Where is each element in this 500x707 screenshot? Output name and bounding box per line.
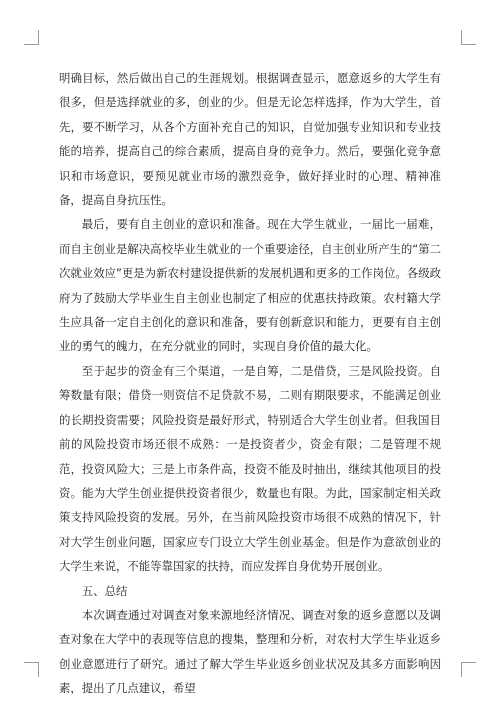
crop-mark-top-left	[24, 30, 39, 45]
paragraph-entrepreneurship: 最后，要有自主创业的意识和准备。现在大学生就业，一届比一届难，而自主创业是解决高校毕业生就业的一个重要途径，自主创业所产生的“第二次就业效应”更是为新农村建设提供新的发展机遇和更多的工作岗位。各级政府为了鼓励大学毕业生自主创业也制定了相应的优惠扶持政策。农村籍大学生应具备一定自主创化的意识和准备，要有创新意识和能力，更要有自主创业的勇气的魄力，在充分就业的同时，实现自身价值的最大化。	[59, 217, 441, 354]
section-heading-summary: 五、总结	[81, 583, 128, 598]
paragraph-continuation: 明确目标，然后做出自己的生涯规划。根据调查显示，愿意返乡的大学生有很多，但是选择就业的多，创业的少。但是无论怎样选择，作为大学生，首先，要不断学习，从各个方面补充自己的知识，自觉加强专业知识和专业技能的培养，提高自己的综合素质，提高自身的竞争力。然后，要强化竞争意识和市场意识，要预见就业市场的激烈竞争，做好择业时的心理、精神准备，提高自身抗压性。	[59, 71, 441, 208]
crop-mark-bottom-right	[461, 662, 476, 677]
paragraph-summary: 本次调查通过对调查对象来源地经济情况、调查对象的返乡意愿以及调查对象在大学中的表现等信息的搜集，整理和分析，对农村大学生毕业返乡创业意愿进行了研究。通过了解大学生毕业返乡创业状况及其多方面影响因素，提出了几点建议，希望	[59, 607, 441, 696]
crop-mark-top-right	[461, 30, 476, 45]
crop-mark-bottom-left	[24, 662, 39, 677]
document-body	[59, 66, 441, 701]
paragraph-funding: 至于起步的资金有三个渠道，一是自筹，二是借贷，三是风险投资。自筹数量有限；借贷一则资信不足贷款不易，二则有期限要求，不能满足创业的长期投资需要；风险投资是最好形式，特别适合大学生创业者。但我国目前的风险投资市场还很不成熟：一是投资者少，资金有限；二是管理不规范，投资风险大；三是上市条件高，投资不能及时抽出，继续其他项目的投资。能为大学生创业提供投资者很少，数量也有限。为此，国家制定相关政策支持风险投资的发展。另外，在当前风险投资市场很不成熟的情况下，针对大学生创业问题，国家应专门设立大学生创业基金。但是作为意欲创业的大学生来说，不能等靠国家的扶持，而应发挥自身优势开展创业。	[59, 363, 441, 574]
